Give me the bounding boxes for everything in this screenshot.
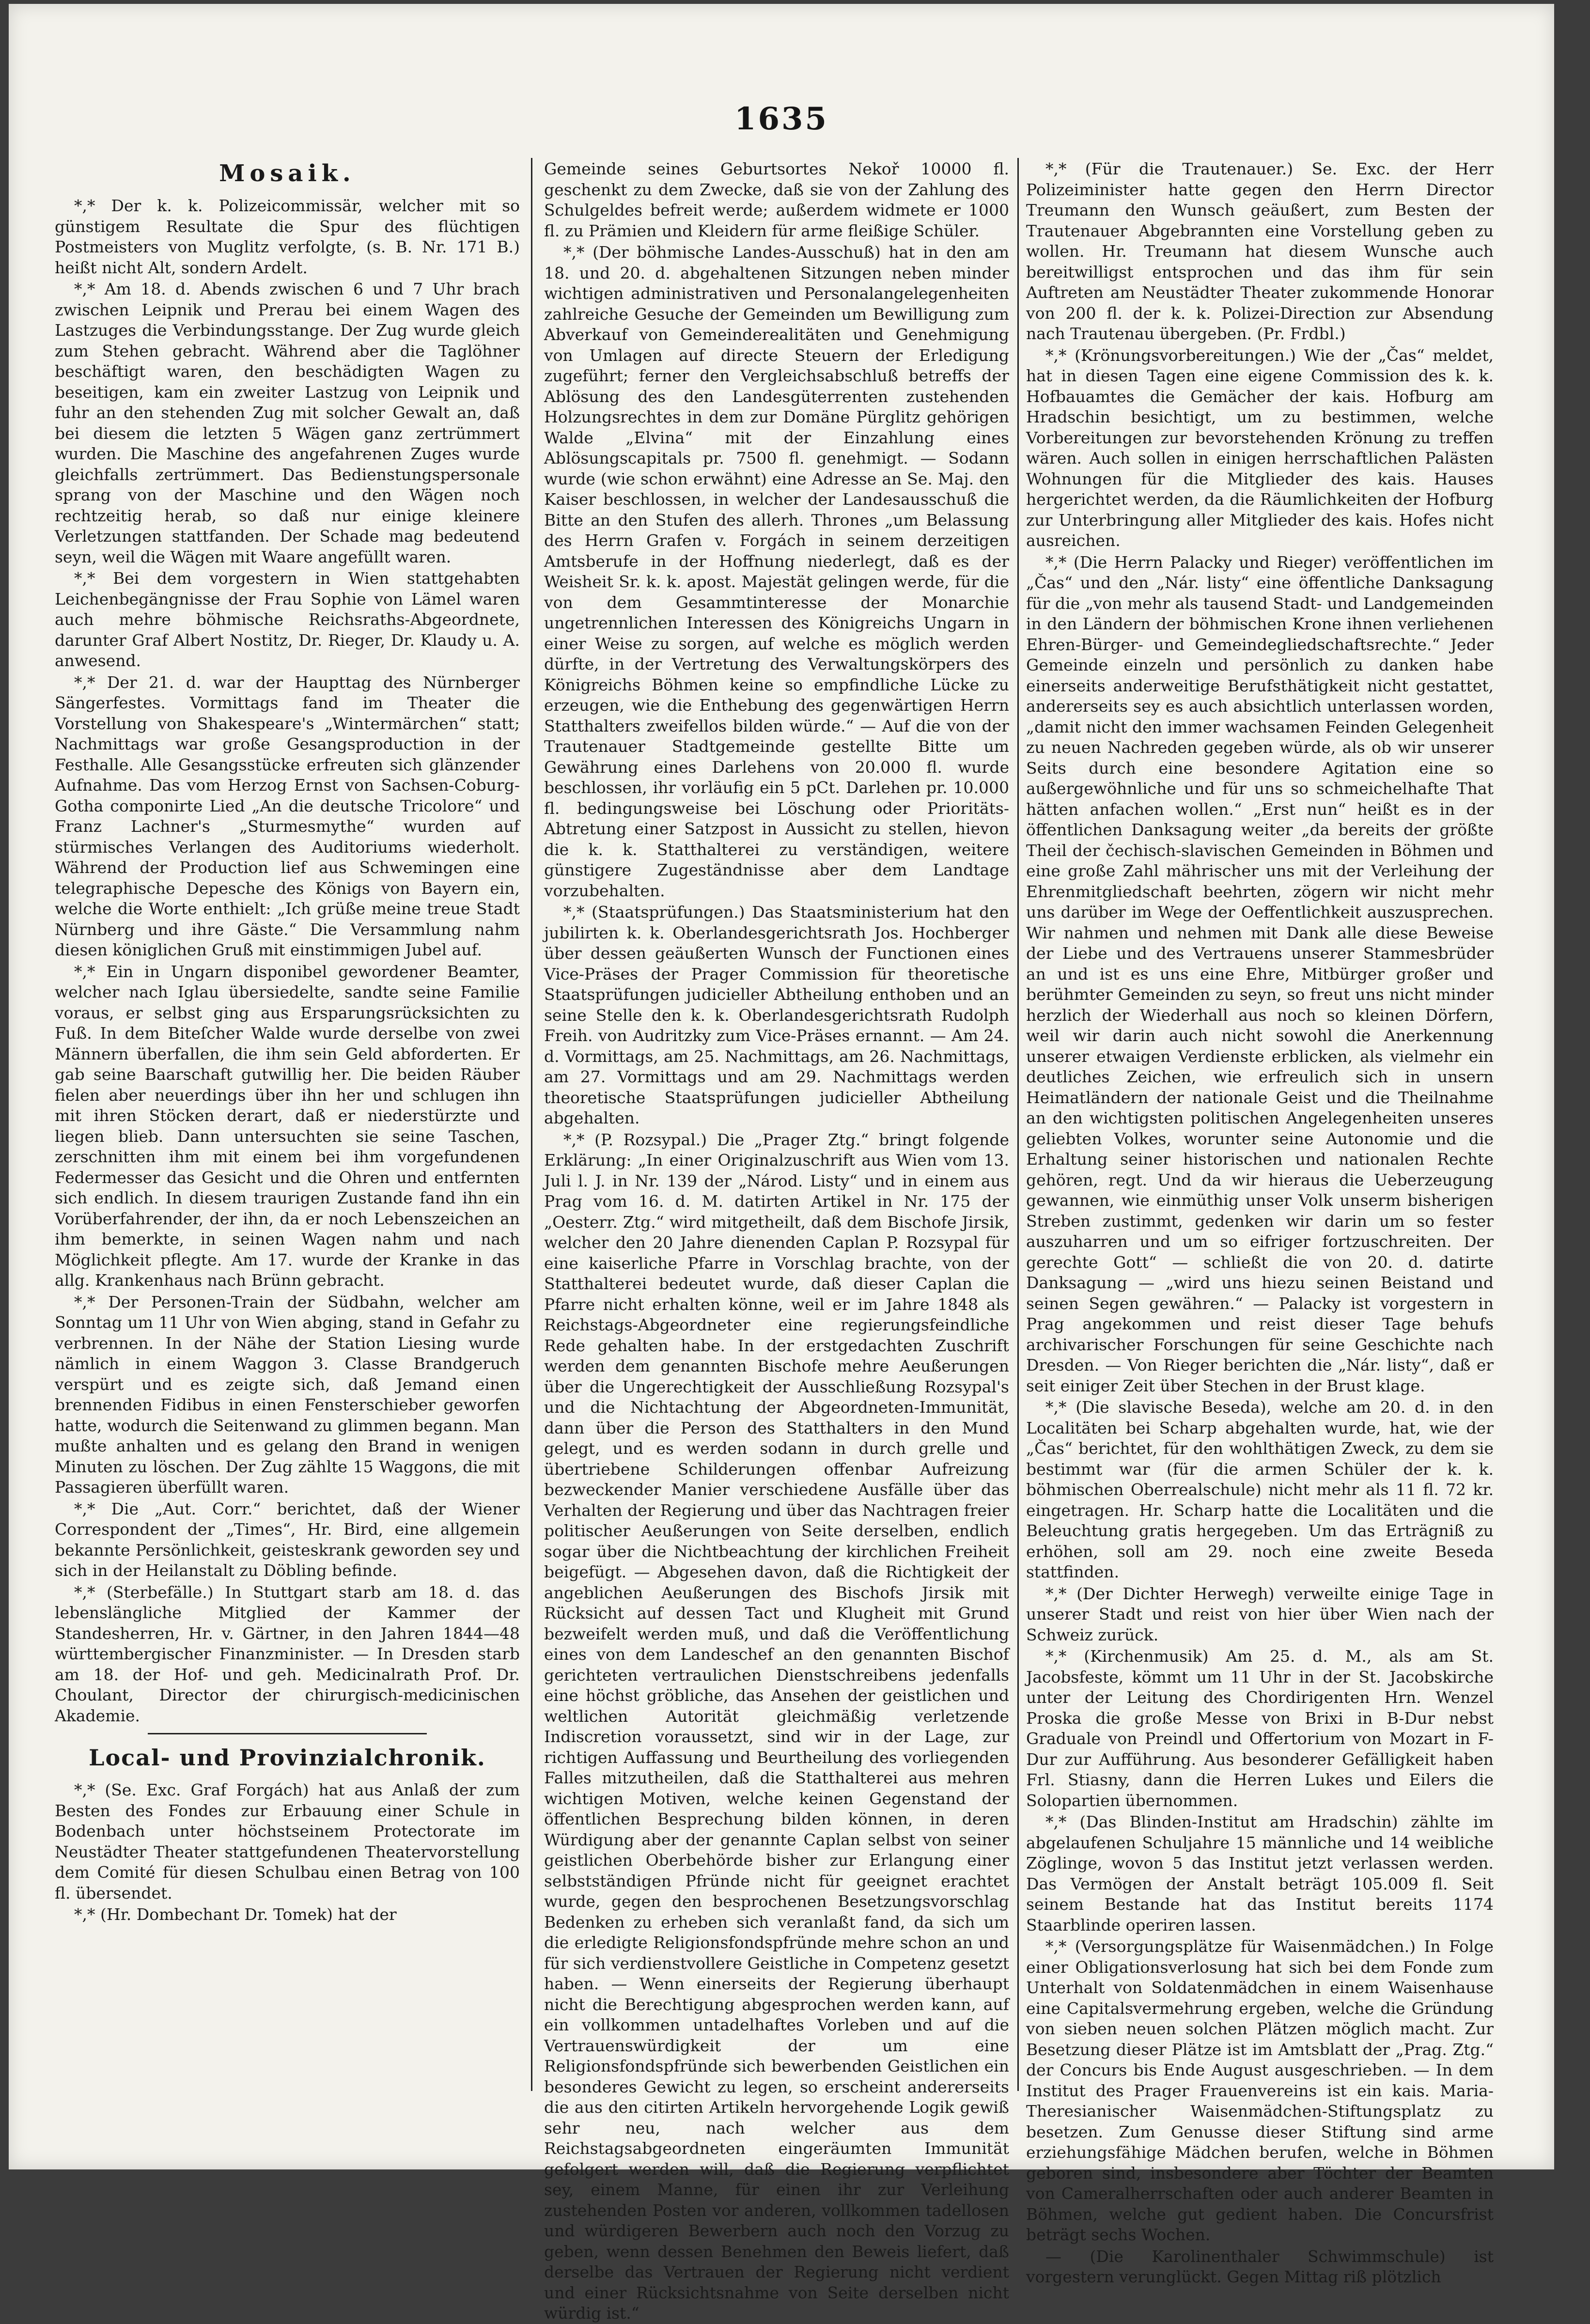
newspaper-page <box>9 4 1554 2323</box>
article-paragraph: *,* Ein in Ungarn disponibel gewordener Beamter, welcher nach Iglau übersiedelte, sandte seine Familie voraus, er selbst ging aus Ersparungsrücksichten zu Fuß. In dem Biteſcher Walde wurde derselbe von zwei Männern überfallen, die ihm sein Geld abforderten. Er gab seine Baarschaft gutwillig her. Die beiden Räuber fielen aber neuerdings über ihn her und schlugen ihn mit ihren Stöcken derart, daß er niederstürzte und liegen blieb. Dann untersuchten sie seine Taschen, zerschnitten ihm mit einem bei ihm vorgefundenen Federmesser das Gesicht und die Ohren und entfernten sich endlich. In diesem traurigen Zustande fand ihn ein Vorüberfahrender, der ihn, da er noch Lebenszeichen an ihm bemerkte, in seinen Wagen nahm und nach Möglichkeit pflegte. Am 17. wurde der Kranke in das allg. Krankenhaus nach Brünn gebracht. <box>55 962 520 1290</box>
column-1 <box>55 159 520 2077</box>
article-paragraph: *,* Die „Aut. Corr.“ berichtet, daß der Wiener Correspondent der „Times“, Hr. Bird, eine allgemein bekannte Persönlichkeit, geisteskrank geworden sey und sich in der Heilanstalt zu Döbling befinde. <box>55 1499 520 1580</box>
article-paragraph: *,* (Versorgungsplätze für Waisenmädchen.) In Folge einer Obligationsverlosung hat sich bei dem Fonde zum Unterhalt von Soldatenmädchen in einem Waisenhause eine Capitalsvermehrung ergeben, welche die Gründung von sieben neuen solchen Plätzen möglich macht. Zur Besetzung dieser Plätze ist im Amtsblatt der „Prag. Ztg.“ der Concurs bis Ende August ausgeschrieben. — In dem Institut des Prager Frauenvereins ist ein kais. Maria-Theresianischer Waisenmädchen-Stiftungsplatz zu besetzen. Zum Genusse dieser Stiftung sind arme erziehungsfähige Mädchen berufen, welche in Böhmen geboren sind, insbesondere aber Töchter der Beamten von Cameralherrschaften oder auch anderer Beamten in Böhmen, welche gut gedient haben. Die Concursfrist beträgt sechs Wochen. <box>1026 1937 1494 2244</box>
article-paragraph: *,* Bei dem vorgestern in Wien stattgehabten Leichenbegängnisse der Frau Sophie von Lämel waren auch mehre böhmische Reichsraths-Abgeordnete, darunter Graf Albert Nostitz, Dr. Rieger, Dr. Klaudy u. A. anwesend. <box>55 569 520 670</box>
column-rule-right <box>1017 158 1019 2091</box>
column-3 <box>1026 159 1494 2286</box>
section-heading: Mosaik. <box>219 160 356 187</box>
article-paragraph: *,* (Kirchenmusik) Am 25. d. M., als am St. Jacobsfeste, kömmt um 11 Uhr in der St. Jacobskirche unter der Leitung des Chordirigenten Hrn. Wenzel Proska die große Messe von Brixi in B-Dur nebst Graduale von Preindl und Offertorium von Mozart in F-Dur zur Aufführung. Aus besonderer Gefälligkeit haben Frl. Stiasny, dann die Herren Lukes und Eilers die Solopartien übernommen. <box>1026 1647 1494 1810</box>
article-paragraph: *,* Der 21. d. war der Haupttag des Nürnberger Sängerfestes. Vormittags fand im Theater die Vorstellung von Shakespeare's „Wintermärchen“ statt; Nachmittags war große Gesangsproduction in der Festhalle. Alle Gesangsstücke erfreuten sich glänzender Aufnahme. Das vom Herzog Ernst von Sachsen-Coburg-Gotha componirte Lied „An die deutsche Tricolore“ und Franz Lachner's „Sturmesmythe“ wurden auf stürmisches Verlangen des Auditoriums wiederholt. Während der Production lief aus Schwemingen eine telegraphische Depesche des Königs von Bayern ein, welche die Worte enthielt: „Ich grüße meine treue Stadt Nürnberg und ihre Gäste.“ Die Versammlung nahm diesen königlichen Gruß mit einstimmigen Jubel auf. <box>55 672 520 959</box>
article-paragraph: *,* (Für die Trautenauer.) Se. Exc. der Herr Polizeiminister hatte gegen den Herrn Director Treumann den Wunsch geäußert, zum Besten der Trautenauer Abgebrannten eine Vorstellung geben zu wollen. Hr. Treumann hat diesem Wunsche auch bereitwilligst entsprochen und das ihm für sein Auftreten am Neustädter Theater zukommende Honorar von 200 fl. der k. k. Polizei-Direction zur Absendung nach Trautenau übergeben. (Pr. Frdbl.) <box>1026 159 1494 343</box>
article-paragraph: — (Die Karolinenthaler Schwimmschule) ist vorgestern verunglückt. Gegen Mittag riß plötzlich <box>1026 2246 1494 2286</box>
article-paragraph: *,* (Die Herrn Palacky und Rieger) veröffentlichen im „Čas“ und den „Nár. listy“ eine öffentliche Danksagung für die „von mehr als tausend Stadt- und Landgemeinden in den Ländern der böhmischen Krone ihnen verliehenen Ehren-Bürger- und Gemeindegliedschaftsrechte.“ Jeder Gemeinde einzeln und persönlich zu danken habe einerseits anderweitige Berufsthätigkeit nicht gestattet, andererseits sey es auch absichtlich unterlassen worden, „damit nicht den immer wachsamen Feinden Gelegenheit zu neuen Nachreden gegeben würde, als ob wir unserer Seits durch eine besondere Agitation eine so außergewöhnliche und für uns so schmeichelhafte That hätten anfachen wollen.“ „Erst nun“ heißt es in der öffentlichen Danksagung weiter „da bereits der größte Theil der čechisch-slavischen Gemeinden in Böhmen und eine große Zahl mährischer uns mit der Verleihung der Ehrenmitgliedschaft beehrten, zögern wir nicht mehr uns darüber im Wege der Oeffentlichkeit auszusprechen. Wir nahmen und nehmen mit Dank alle diese Beweise der Liebe und des Vertrauens unserer Stammesbrüder an und ist es uns eine Ehre, Mitbürger großer und berühmter Gemeinden zu seyn, so freut uns nicht minder herzlich der Wiederhall aus noch so kleinen Dörfern, weil wir darin auch nicht sowohl die Anerkennung unserer etwaigen Verdienste erblicken, als vielmehr ein deutliches Zeichen, wie erfreulich sich in unsern Heimatländern der nationale Geist und die Theilnahme an den wichtigsten politischen Angelegenheiten unseres geliebten Volkes, worunter seine Autonomie und die Erhaltung seiner historischen und nationalen Rechte gehören, regt. Und da wir hieraus die Ueberzeugung gewannen, wie einmüthig unser Volk unserm bisherigen Streben zustimmt, gedenken wir darin um so fester auszuharren und um so eifriger fortzuschreiten. Der gerechte Gott“ — schließt die von 20. d. datirte Danksagung — „wird uns hiezu seinen Beistand und seinen Segen gewähren.“ — Palacky ist vorgestern in Prag angekommen und reist dieser Tage behufs archivarischer Forschungen für seine Geschichte nach Dresden. — Von Rieger berichten die „Nár. listy“, daß er seit einiger Zeit über Stechen in der Brust klage. <box>1026 552 1494 1395</box>
article-paragraph: *,* Am 18. d. Abends zwischen 6 und 7 Uhr brach zwischen Leipnik und Prerau bei einem Wagen des Lastzuges die Verbindungsstange. Der Zug wurde gleich zum Stehen gebracht. Während aber die Taglöhner beschäftigt waren, den beschädigten Wagen zu beseitigen, kam ein zweiter Lastzug von Leipnik und fuhr an den stehenden Zug mit solcher Gewalt an, daß bei diesem die letzten 5 Wägen ganz zertrümmert wurden. Die Maschine des angefahrenen Zuges wurde gleichfalls zertrümmert. Das Bedienstungspersonale sprang von der Maschine und den Wägen noch rechtzeitig herab, so daß nur einige kleinere Verletzungen stattfanden. Der Schade mag bedeutend seyn, weil die Wägen mit Waare angefüllt waren. <box>55 280 520 566</box>
article-paragraph: *,* (Se. Exc. Graf Forgách) hat aus Anlaß der zum Besten des Fondes zur Erbauung einer Schule in Bodenbach unter höchstseinem Protectorate im Neustädter Theater stattgefundenen Theatervorstellung dem Comité für diesen Schulbau einen Betrag von 100 fl. übersendet. <box>55 1780 520 1903</box>
column-rule-left <box>531 158 532 2091</box>
article-paragraph: *,* Der Personen-Train der Südbahn, welcher am Sonntag um 11 Uhr von Wien abging, stand in Gefahr zu verbrennen. In der Nähe der Station Liesing wurde nämlich in einem Waggon 3. Classe Brandgeruch verspürt und es zeigte sich, daß Jemand einen brennenden Fidibus in einen Fensterschieber geworfen hatte, wodurch die Seitenwand zu glimmen begann. Man mußte anhalten und es gelang den Brand in wenigen Minuten zu löschen. Der Zug zählte 15 Waggons, die mit Passagieren überfüllt waren. <box>55 1292 520 1497</box>
section-divider <box>148 1733 427 1734</box>
article-paragraph: *,* (Sterbefälle.) In Stuttgart starb am 18. d. das lebenslängliche Mitglied der Kammer der Standesherren, Hr. v. Gärtner, in den Jahren 1844—48 württembergischer Finanzminister. — In Dresden starb am 18. der Hof- und geh. Medicinalrath Prof. Dr. Choulant, Director der chirurgisch-medicinischen Akademie. <box>55 1582 520 1725</box>
article-paragraph: *,* (Der Dichter Herwegh) verweilte einige Tage in unserer Stadt und reist von hier über Wien nach der Schweiz zurück. <box>1026 1584 1494 1644</box>
article-paragraph: *,* (Das Blinden-Institut am Hradschin) zählte im abgelaufenen Schuljahre 15 männliche und 14 weibliche Zöglinge, wovon 5 das Institut jetzt verlassen werden. Das Vermögen der Anstalt beträgt 105.009 fl. Seit seinem Bestande hat das Institut bereits 1174 Staarblinde operiren lassen. <box>1026 1812 1494 1934</box>
article-paragraph: Gemeinde seines Geburtsortes Nekoř 10000 fl. geschenkt zu dem Zwecke, daß sie von der Zahlung des Schulgeldes befreit werde; außerdem widmete er 1000 fl. zu Prämien und Kleidern für arme fleißige Schüler. <box>544 159 1009 240</box>
article-paragraph: *,* (Die slavische Beseda), welche am 20. d. in den Localitäten bei Scharp abgehalten wurde, hat, wie der „Čas“ berichtet, für den wohlthätigen Zweck, zu dem sie bestimmt war (für die armen Schüler der k. k. böhmischen Oberrealschule) nicht mehr als 11 fl. 72 kr. eingetragen. Hr. Scharp hatte die Localitäten und die Beleuchtung gratis hergegeben. Um das Erträgniß zu erhöhen, soll am 29. noch eine zweite Beseda stattfinden. <box>1026 1398 1494 1581</box>
page-number: 1635 <box>734 101 829 137</box>
article-paragraph: *,* (Der böhmische Landes-Ausschuß) hat in den am 18. und 20. d. abgehaltenen Sitzungen neben minder wichtigen administrativen und Personalangelegenheiten zahlreiche Gesuche der Gemeinden um Bewilligung zum Abverkauf von Gemeinderealitäten und Genehmigung von Umlagen auf directe Steuern der Erledigung zugeführt; ferner den Vergleichsabschluß betreffs der Ablösung des den Landesgüterrenten zustehenden Holzungsrechtes in dem zur Domäne Pürglitz gehörigen Walde „Elvina“ mit der Einzahlung eines Ablösungscapitals pr. 7500 fl. genehmigt. — Sodann wurde (wie schon erwähnt) eine Adresse an Se. Maj. den Kaiser beschlossen, in welcher der Landesausschuß die Bitte an den Stufen des allerh. Thrones „um Belassung des Herrn Grafen v. Forgách in seinem derzeitigen Amtsberufe in der Hoffnung niederlegt, daß es der Weisheit Sr. k. k. apost. Majestät gelingen werde, für die von dem Gesammtinteresse der Monarchie ungetrennlichen Interessen des Königreichs Ungarn in einer Weise zu sorgen, auf welche es möglich werden dürfte, in der Vertretung des Verwaltungskörpers des Königreichs Böhmen keine so empfindliche Lücke zu erzeugen, wie die Enthebung des gegenwärtigen Herrn Statthalters zweifellos bilden würde.“ — Auf die von der Trautenauer Stadtgemeinde gestellte Bitte um Gewährung eines Darlehens von 20.000 fl. wurde beschlossen, ihr vorläufig ein 5 pCt. Darlehen pr. 10.000 fl. bedingungsweise bei Löschung oder Prioritäts-Abtretung einer Satzpost in Aussicht zu stellen, hievon die k. k. Statthalterei zu verständigen, weitere günstigere Zugeständnisse aber dem Landtage vorzubehalten. <box>544 243 1009 900</box>
article-paragraph: *,* (Staatsprüfungen.) Das Staatsministerium hat den jubilirten k. k. Oberlandesgerichtsrath Jos. Hochberger über dessen geäußerten Wunsch der Functionen eines Vice-Präses der Prager Commission für theoretische Staatsprüfungen judicieller Abtheilung enthoben und an seine Stelle den k. k. Oberlandesgerichtsrath Rudolph Freih. von Audritzky zum Vice-Präses ernannt. — Am 24. d. Vormittags, am 25. Nachmittags, am 26. Nachmittags, am 27. Vormittags und am 29. Nachmittags werden theoretische Staatsprüfungen judicieller Abtheilung abgehalten. <box>544 903 1009 1127</box>
article-paragraph: *,* (P. Rozsypal.) Die „Prager Ztg.“ bringt folgende Erklärung: „In einer Originalzuschrift aus Wien vom 13. Juli l. J. in Nr. 139 der „Národ. Listy“ und in einem aus Prag vom 16. d. M. datirten Artikel in Nr. 175 der „Oesterr. Ztg.“ wird mitgetheilt, daß dem Bischofe Jirsik, welcher den 20 Jahre dienenden Caplan P. Rozsypal für eine kaiserliche Pfarre in Vorschlag brachte, von der Statthalterei bedeutet wurde, daß dieser Caplan die Pfarre nicht erhalten könne, weil er im Jahre 1848 als Reichstags-Abgeordneter eine regierungsfeindliche Rede gehalten habe. In der erstgedachten Zuschrift werden dem genannten Bischofe mehre Aeußerungen über die Ungerechtigkeit der Ausschließung Rozsypal's und die Nichtachtung der Abgeordneten-Immunität, dann über die Person des Statthalters in den Mund gelegt, und es werden sodann in durch grelle und übertriebene Schilderungen offenbar Aufreizung bezweckender Manier verschiedene Ausfälle über das Verhalten der Regierung und über das Nachtragen freier politischer Aeußerungen von Seite derselben, endlich sogar über die Nichtbeachtung der kirchlichen Freiheit beigefügt. — Abgesehen davon, daß die Richtigkeit der angeblichen Aeußerungen des Bischofs Jirsik mit Rücksicht auf dessen Tact und Klugheit mit Grund bezweifelt werden muß, und daß die Veröffentlichung eines von dem Landeschef an den genannten Bischof gerichteten vertraulichen Dienstschreibens jedenfalls eine höchst gröbliche, das Ansehen der geistlichen und weltlichen Autorität gleichmäßig verletzende Indiscretion voraussetzt, sind wir in der Lage, zur richtigen Auffassung und Beurtheilung des vorliegenden Falles mitzutheilen, daß die Statthalterei aus mehren wichtigen Motiven, welche keinen Gegenstand der öffentlichen Besprechung bilden können, in deren Würdigung aber der genannte Caplan selbst von seiner geistlichen Oberbehörde bisher zur Erlangung einer selbstständigen Pfründe nicht für geeignet erachtet wurde, gegen den besprochenen Besetzungsvorschlag Bedenken zu erheben sich veranlaßt fand, da sich um die erledigte Religionsfondspfründe mehre schon an und für sich verdienstvollere Geistliche in Competenz gesetzt haben. — Wenn einerseits der Regierung überhaupt nicht die Berechtigung abgesprochen werden kann, auf ein vollkommen untadelhaftes Vorleben und auf die Vertrauenswürdigkeit der um eine Religionsfondspfründe sich bewerbenden Geistlichen ein besonderes Gewicht zu legen, so erscheint andererseits die aus den citirten Artikeln hervorgehende Logik gewiß sehr neu, nach welcher aus dem Reichstagsabgeordneten eingeräumten Immunität gefolgert werden will, daß die Regierung verpflichtet sey, einem Manne, für einen ihr zur Verleihung zustehenden Posten vor anderen, vollkommen tadellosen und würdigeren Bewerbern auch noch den Vorzug zu geben, wenn dessen Benehmen den Beweis liefert, daß derselbe das Vertrauen der Regierung nicht verdient und einer Rücksichtsnahme von Seite derselben nicht würdig ist.“ <box>544 1130 1009 2323</box>
article-paragraph: *,* Der k. k. Polizeicommissär, welcher mit so günstigem Resultate die Spur des flüchtigen Postmeisters von Muglitz verfolgte, (s. B. Nr. 171 B.) heißt nicht Alt, sondern Ardelt. <box>55 196 520 277</box>
article-paragraph: *,* (Krönungsvorbereitungen.) Wie der „Čas“ meldet, hat in diesen Tagen eine eigene Commission des k. k. Hofbauamtes die Gemächer der kais. Hofburg am Hradschin besichtigt, um zu bestimmen, welche Vorbereitungen zur bevorstehenden Krönung zu treffen wären. Auch sollen in einigen herrschaftlichen Palästen Wohnungen für die Mitglieder des kais. Hauses hergerichtet werden, da die Räumlichkeiten der Hofburg zur Unterbringung aller Mitglieder des kais. Hofes nicht ausreichen. <box>1026 345 1494 550</box>
column-2 <box>544 159 1009 2323</box>
section-heading: Local- und Provinzialchronik. <box>89 1745 486 1771</box>
article-paragraph: *,* (Hr. Dombechant Dr. Tomek) hat der <box>74 1905 397 1924</box>
